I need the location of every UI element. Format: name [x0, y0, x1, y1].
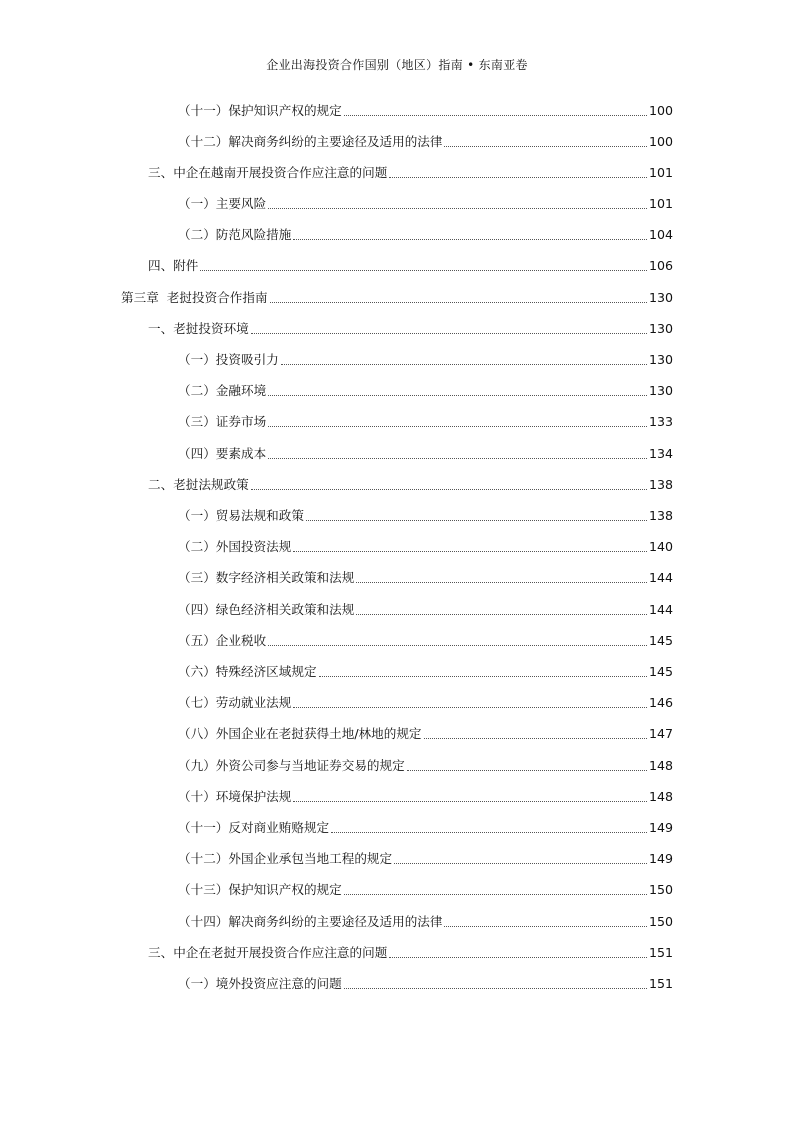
- toc-entry-title: 三、中企在老挝开展投资合作应注意的问题: [148, 945, 388, 960]
- toc-entry-page: 100: [648, 134, 673, 149]
- dot-leader: [200, 258, 647, 271]
- toc-entry[interactable]: [178, 689, 673, 711]
- toc-entry-title: （一）贸易法规和政策: [178, 508, 304, 523]
- dot-leader: [270, 290, 647, 303]
- toc-entry[interactable]: [178, 97, 673, 119]
- toc-entry[interactable]: [148, 471, 673, 493]
- toc-entry-title: （三）数字经济相关政策和法规: [178, 570, 355, 585]
- dot-leader: [306, 508, 647, 521]
- toc-entry[interactable]: [178, 720, 673, 742]
- toc-entry-page: 144: [648, 602, 673, 617]
- toc-entry-title: （十一）保护知识产权的规定: [178, 103, 342, 118]
- toc-entry-title: 三、中企在越南开展投资合作应注意的问题: [148, 165, 388, 180]
- toc-entry-page: 144: [648, 570, 673, 585]
- toc-entry[interactable]: [178, 814, 673, 836]
- toc-entry-title: （二）外国投资法规: [178, 539, 292, 554]
- toc-entry-page: 133: [648, 414, 673, 429]
- dot-leader: [344, 103, 647, 116]
- toc-entry-title: （十四）解决商务纠纷的主要途径及适用的法律: [178, 914, 443, 929]
- toc-entry-title: （十一）反对商业贿赂规定: [178, 820, 330, 835]
- dot-leader: [331, 820, 647, 833]
- toc-entry-title: 第三章 老挝投资合作指南: [121, 290, 268, 305]
- dot-leader: [293, 789, 647, 802]
- toc-entry[interactable]: [148, 315, 673, 337]
- toc-entry[interactable]: [178, 845, 673, 867]
- toc-entry-page: 101: [648, 196, 673, 211]
- toc-entry[interactable]: [178, 533, 673, 555]
- toc-entry[interactable]: [178, 627, 673, 649]
- toc-entry-page: 130: [648, 383, 673, 398]
- toc-entry-title: （一）境外投资应注意的问题: [178, 976, 342, 991]
- toc-entry[interactable]: [148, 252, 673, 274]
- dot-leader: [356, 570, 647, 583]
- toc-entry-title: （十）环境保护法规: [178, 789, 292, 804]
- toc-entry-page: 150: [648, 914, 673, 929]
- toc-entry-title: （四）要素成本: [178, 446, 267, 461]
- toc-entry-page: 138: [648, 508, 673, 523]
- dot-leader: [268, 446, 647, 459]
- dot-leader: [251, 477, 647, 490]
- toc-entry-page: 148: [648, 789, 673, 804]
- dot-leader: [389, 165, 647, 178]
- dot-leader: [407, 758, 647, 771]
- toc-entry[interactable]: [178, 440, 673, 462]
- toc-entry[interactable]: [178, 221, 673, 243]
- dot-leader: [394, 851, 647, 864]
- toc-entry-title: （十二）外国企业承包当地工程的规定: [178, 851, 393, 866]
- toc-entry-title: （七）劳动就业法规: [178, 695, 292, 710]
- dot-leader: [356, 602, 647, 615]
- toc-entry[interactable]: [148, 939, 673, 961]
- toc-entry-title: （九）外资公司参与当地证券交易的规定: [178, 758, 405, 773]
- toc-entry-title: （一）投资吸引力: [178, 352, 279, 367]
- toc-entry-title: （六）特殊经济区域规定: [178, 664, 317, 679]
- toc-entry-title: 四、附件: [148, 258, 199, 273]
- dot-leader: [293, 539, 647, 552]
- running-header: 企业出海投资合作国别（地区）指南 • 东南亚卷: [266, 58, 528, 72]
- toc-entry-page: 140: [648, 539, 673, 554]
- toc-entry[interactable]: [178, 346, 673, 368]
- dot-leader: [251, 321, 647, 334]
- toc-entry-chapter[interactable]: [121, 284, 673, 306]
- toc-entry[interactable]: [178, 377, 673, 399]
- toc-entry-page: 134: [648, 446, 673, 461]
- toc-entry-title: 一、老挝投资环境: [148, 321, 249, 336]
- toc-entry[interactable]: [148, 159, 673, 181]
- toc-entry[interactable]: [178, 190, 673, 212]
- toc-entry-page: 148: [648, 758, 673, 773]
- dot-leader: [268, 633, 647, 646]
- toc-entry-page: 106: [648, 258, 673, 273]
- toc-entry-page: 149: [648, 851, 673, 866]
- toc-entry-title: （二）防范风险措施: [178, 227, 292, 242]
- toc-entry-title: （十三）保护知识产权的规定: [178, 882, 342, 897]
- toc-entry[interactable]: [178, 408, 673, 430]
- dot-leader: [424, 726, 647, 739]
- dot-leader: [268, 383, 647, 396]
- toc-entry[interactable]: [178, 876, 673, 898]
- dot-leader: [268, 414, 647, 427]
- toc-entry-title: （一）主要风险: [178, 196, 267, 211]
- toc-entry-title: （十二）解决商务纠纷的主要途径及适用的法律: [178, 134, 443, 149]
- toc-entry-page: 150: [648, 882, 673, 897]
- toc-entry-page: 145: [648, 633, 673, 648]
- dot-leader: [444, 914, 646, 927]
- dot-leader: [444, 134, 646, 147]
- toc-entry-title: （二）金融环境: [178, 383, 267, 398]
- toc-entry[interactable]: [178, 658, 673, 680]
- dot-leader: [344, 976, 647, 989]
- dot-leader: [281, 352, 647, 365]
- dot-leader: [293, 227, 647, 240]
- toc-entry[interactable]: [178, 970, 673, 992]
- toc-entry-title: （三）证券市场: [178, 414, 267, 429]
- toc-entry[interactable]: [178, 128, 673, 150]
- toc-entry[interactable]: [178, 752, 673, 774]
- dot-leader: [319, 664, 647, 677]
- toc-entry-title: （八）外国企业在老挝获得土地/林地的规定: [178, 726, 422, 741]
- dot-leader: [344, 882, 647, 895]
- toc-entry-title: （五）企业税收: [178, 633, 267, 648]
- toc-entry-title: （四）绿色经济相关政策和法规: [178, 602, 355, 617]
- dot-leader: [389, 945, 647, 958]
- toc-entry-page: 138: [648, 477, 673, 492]
- toc-entry[interactable]: [178, 908, 673, 930]
- toc-entry-page: 104: [648, 227, 673, 242]
- toc-entry-page: 145: [648, 664, 673, 679]
- toc-entry-page: 130: [648, 290, 673, 305]
- toc-entry-page: 130: [648, 352, 673, 367]
- toc-entry[interactable]: [178, 564, 673, 586]
- toc-entry-page: 130: [648, 321, 673, 336]
- toc-entry[interactable]: [178, 596, 673, 618]
- toc-entry-page: 146: [648, 695, 673, 710]
- dot-leader: [293, 695, 647, 708]
- toc-entry-page: 151: [648, 945, 673, 960]
- toc-entry-title: 二、老挝法规政策: [148, 477, 249, 492]
- toc-entry[interactable]: [178, 783, 673, 805]
- toc-entry[interactable]: [178, 502, 673, 524]
- toc-entry-page: 147: [648, 726, 673, 741]
- toc-entry-page: 100: [648, 103, 673, 118]
- toc-entry-page: 101: [648, 165, 673, 180]
- toc-entry-page: 151: [648, 976, 673, 991]
- dot-leader: [268, 196, 647, 209]
- toc-entry-page: 149: [648, 820, 673, 835]
